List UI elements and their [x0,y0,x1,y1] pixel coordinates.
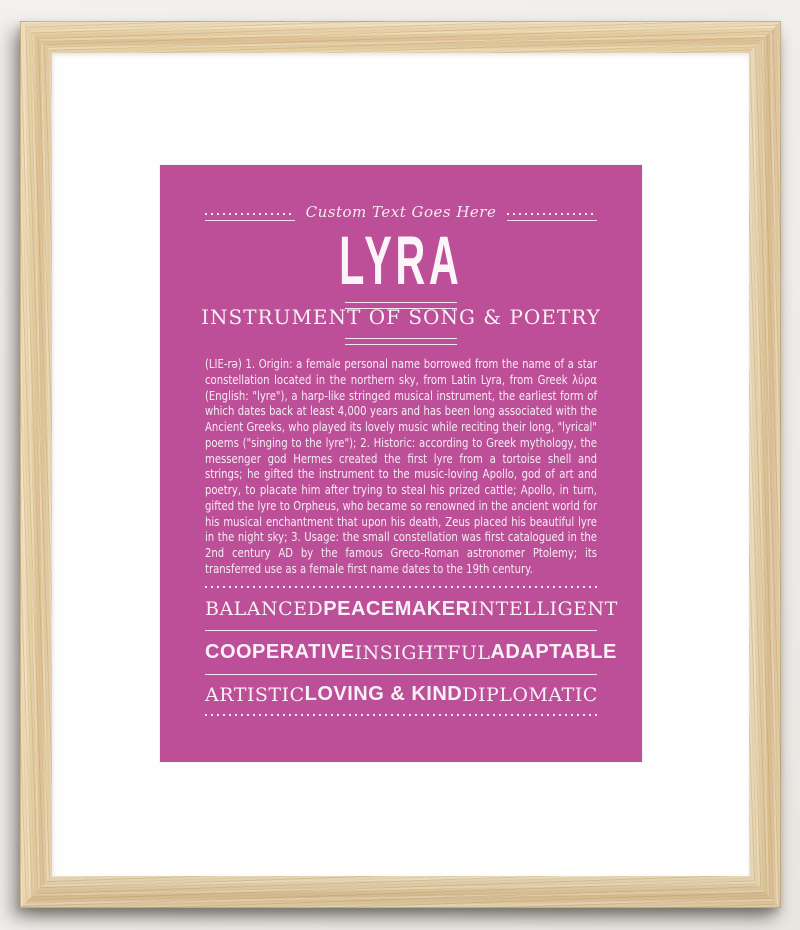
trait-row-1 [205,588,618,631]
name-title-wrap [160,221,642,299]
name-title: LYRA [339,221,463,299]
trait-peacemaker: PEACEMAKER [323,597,471,620]
double-rule-below-subtitle [345,338,457,345]
traits-block [205,586,618,716]
subtitle: INSTRUMENT OF SONG & POETRY [201,305,601,329]
frame-left-rail [20,21,52,908]
trait-intelligent: INTELLIGENT [470,598,618,620]
custom-text-label: Custom Text Goes Here [305,203,497,221]
frame-right-rail [749,21,781,908]
name-art-print [160,165,642,762]
frame-bottom-rail [20,876,781,908]
trait-cooperative: COOPERATIVE [205,641,355,663]
trait-insightful: INSIGHTFUL [354,641,491,664]
definition-text: (LIE-rə) 1. Origin: a female personal name borrowed from the name of a star constellation located in the northern sky, from Latin Lyra, from Greek λύρα (English: "lyre"), a harp-like stringed musical instrument, the earliest form of which dates back at least 4,000 years and has been long associated with the Ancient Greeks, who played its lovely music while reciting their long, "lyrical" poems ("singing to the lyre"); 2. Historic: according to Greek mythology, the messenger god Hermes created the first lyre from a tortoise shell and strings; he gifted the instrument to the music-loving Apollo, god of art and poetry, to placate him after trying to steal his prized cattle; Apollo, in turn, gifted the lyre to Orpheus, who became so renowned in the ancient world for his musical enchantment that upon his death, Zeus placed his beautiful lyre in the night sky; 3. Usage: the small constellation was first catalogued in the 2nd century AD by the famous Greco-Roman astronomer Ptolemy; its transferred use as a female first name dates to the 19th century. [205,356,597,576]
header-dotted-line-right [507,213,597,221]
solid-rule [507,220,597,221]
trait-row-3 [205,675,597,714]
trait-balanced: BALANCED [205,598,324,620]
frame-top-rail [20,21,781,53]
traits-bottom-dotted-rule [205,714,597,716]
trait-loving-kind: LOVING & KIND [304,683,463,705]
dotted-rule [205,213,295,215]
dotted-rule [507,213,597,215]
trait-artistic: ARTISTIC [205,683,305,706]
trait-adaptable: ADAPTABLE [490,641,617,663]
header-dotted-line-left [205,213,295,221]
solid-rule [205,220,295,221]
trait-diplomatic: DIPLOMATIC [462,683,598,706]
trait-row-2 [205,631,617,675]
